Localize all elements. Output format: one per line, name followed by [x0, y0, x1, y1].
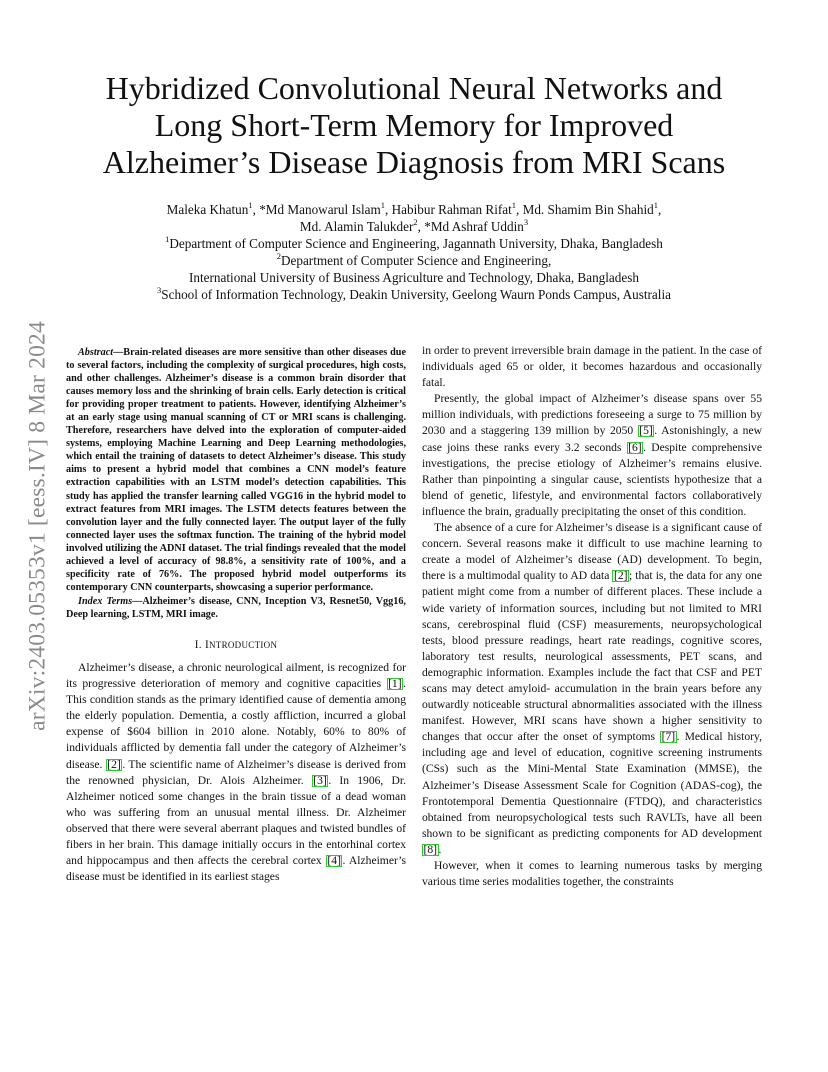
affiliation: $^2$Department of Computer Science and Engineering,: [276, 250, 552, 268]
title-line: Long Short-Term Memory for Improved: [154, 107, 674, 143]
abstract-lead: Abstract: [78, 347, 114, 358]
citation-link[interactable]: [6]: [628, 440, 642, 454]
para-text: ; that is, the data for any one patient might come from a number of different places. These include a wide variety of information sources, including but not limited to MRI scans, cerebrospinal fluid (CSF) measurements, neuropsychological tests, blood pressure readings, heart rate readings, cognitive scores, laboratory test results, neurological assessments, PET scans, and demographic information. Examples include the fact that CSF and PET scans may detect amyloid- accumulation in the brain years before any outwardly noticeable structural abnormalities associated with the illness manifest. However, MRI scans have shown a higher sensitivity to changes that occur after the onset of symptoms: [422, 569, 762, 744]
citation-link[interactable]: [1]: [388, 677, 402, 691]
author-line: Maleka Khatun$^1$, *Md Manowarul Islam$^1$, Habibur Rahman Rifat$^1$, Md. Shamim Bin Shahid$^1$,: [166, 199, 662, 217]
section-title: NTRODUCTION: [208, 639, 278, 650]
affiliation-text: Department of Computer Science and Engineering, Jagannath University, Dhaka, Bangladesh: [169, 236, 663, 251]
arxiv-id: arXiv:2403.05353v1 [eess.IV] 8 Mar 2024: [24, 321, 51, 731]
affiliation: $^1$Department of Computer Science and Engineering, Jagannath University, Dhaka, Bangladesh: [165, 233, 663, 251]
author-line: Md. Alamin Talukder$^2$, *Md Ashraf Uddin$^3$: [299, 216, 529, 234]
para-text: Alzheimer’s disease, a chronic neurological ailment, is recognized for its progressive deterioration of memory and cognitive capacities: [66, 660, 406, 691]
para-text: . Alzheimer’s disease must be identified in its earliest stages: [66, 854, 406, 884]
para-text: . In 1906, Dr. Alzheimer noticed some changes in the brain tissue of a dead woman who was suffering from an unusual mental illness. Dr. Alzheimer observed that there were several aberrant plaques and twisted bundles of fibers in her brain. This damage initially occurs in the entorhinal cortex and hippocampus and then affects the cerebral cortex: [66, 773, 406, 868]
para-text: .: [438, 842, 442, 856]
author-name: Md. Shamim Bin Shahid: [522, 202, 654, 217]
para-text: . This condition stands as the primary identified cause of dementia among the elderly population. Dementia, a costly affliction, incurred a global expense of $604 billion in 2010 alone. Notably, 60% to 80% of individuals afflicted by dementia fall under the category of Alzheimer’s disease.: [66, 677, 406, 771]
para-text: . Despite comprehensive investigations, the precise etiology of Alzheimer’s remains elusive. Rather than pinpointing a singular cause, scientists hypothesize that a blend of genetic, lifestyle, and environmental factors collaboratively influence the brain, gradually precipitating the onset of this condition.: [422, 440, 762, 518]
citation-link[interactable]: [5]: [639, 424, 653, 438]
author-block: [60, 201, 768, 303]
paragraph: [422, 391, 762, 520]
author-name: Md. Alamin Talukder: [299, 219, 414, 234]
author-name: Habibur Rahman Rifat: [391, 202, 512, 217]
section-numeral: I. I: [194, 638, 209, 651]
citation-link[interactable]: [4]: [327, 854, 341, 868]
affiliation-text: International University of Business Agriculture and Technology, Dhaka, Bangladesh: [189, 270, 639, 285]
author-name: Maleka Khatun: [166, 202, 249, 217]
title-line: Alzheimer’s Disease Diagnosis from MRI Scans: [102, 144, 726, 180]
abstract: [66, 346, 406, 594]
citation-link[interactable]: [8]: [423, 842, 438, 856]
citation-link[interactable]: [2]: [107, 757, 121, 771]
intro-paragraph: [66, 660, 406, 885]
left-column: [66, 346, 406, 885]
section-heading-introduction: [66, 638, 406, 653]
paragraph-continued: in order to prevent irreversible brain damage in the patient. In the case of individuals aged 65 or older, it becomes hazardous and occasionally fatal.: [422, 344, 762, 390]
para-text: . Astonishingly, a new case joins these ranks every 3.2 seconds: [422, 424, 762, 454]
paragraph: [422, 520, 762, 858]
para-text: The absence of a cure for Alzheimer’s disease is a significant cause of concern. Several reasons make it difficult to use machine learning to create a model of Alzheimer’s disease (AD) development. To begin, there is a multimodal quality to AD data: [422, 521, 762, 583]
affiliation: $^3$School of Information Technology, Deakin University, Geelong Waurn Ponds Campus, Australia: [157, 284, 671, 302]
author-name: *Md Ashraf Uddin: [424, 219, 524, 234]
para-text: Presently, the global impact of Alzheimer’s disease spans over 55 million individuals, with predictions foreseeing a surge to 75 million by 2030 and a staggering 139 million by 2050: [422, 392, 762, 438]
author-name: *Md Manowarul Islam: [259, 202, 381, 217]
arxiv-sidebar-stamp: [18, 286, 58, 766]
right-column: [422, 343, 762, 890]
affiliation-text: Department of Computer Science and Engineering,: [280, 253, 552, 268]
index-terms-body: —Alzheimer’s disease, CNN, Inception V3, Resnet50, Vgg16, Deep learning, LSTM, MRI image.: [66, 595, 406, 620]
abstract-body: —Brain-related diseases are more sensitive than other diseases due to several factors, including the complexity of surgical procedures, high costs, and other challenges. Alzheimer’s disease is a common brain disorder that causes memory loss and the shrinking of brain cells. Early detection is critical for providing proper treatment to patients. However, identifying Alzheimer’s at an early stage using manual scanning of CT or MRI scans is challenging. Therefore, researchers have delved into the exploration of computer-aided systems, employing Machine Learning and Deep Learning methodologies, which entail the training of datasets to detect Alzheimer’s disease. This study aims to present a hybrid model that combines a CNN model’s feature extraction capabilities with an LSTM model’s detection capabilities. This study has applied the transfer learning called VGG16 in the hybrid model to extract features from MRI images. The LSTM detects features between the convolution layer and the fully connected layer. The output layer of the fully connected layer uses the softmax function. The training of the hybrid model involved utilizing the ADNI dataset. The trial findings revealed that the model achieved a level of accuracy of 98.8%, a sensitivity rate of 100%, and a specificity rate of 76%. The proposed hybrid model outperforms its contemporary CNN counterparts, showcasing a superior performance.: [66, 347, 406, 593]
title-line: Hybridized Convolutional Neural Networks and: [105, 70, 723, 106]
affiliation-text: School of Information Technology, Deakin University, Geelong Waurn Ponds Campus, Australia: [161, 287, 671, 302]
affiliation: [60, 269, 768, 286]
index-terms-lead: Index Terms: [78, 595, 133, 607]
para-text: . Medical history, including age and level of education, cognitive screening instruments (CSs) such as the Mini-Mental State Examination (MMSE), the Alzheimer’s Disease Assessment Scale for Cognition (ADAS-cog), the Frontotemporal Dementia Questionnaire (FTDQ), and characteristics obtained from neuropsychological tests such RAVLTs, have all been shown to be significant as predicting components for AD development: [422, 730, 762, 840]
citation-link[interactable]: [3]: [313, 773, 327, 787]
citation-link[interactable]: [7]: [661, 730, 676, 744]
para-text: . The scientific name of Alzheimer’s disease is derived from the renowned physician, Dr. Alois Alzheimer.: [66, 757, 406, 787]
paragraph: However, when it comes to learning numerous tasks by merging various time series modalities together, the constraints: [422, 859, 762, 889]
index-terms: [66, 595, 406, 621]
citation-link[interactable]: [2]: [613, 569, 628, 583]
paper-title: [60, 70, 768, 181]
